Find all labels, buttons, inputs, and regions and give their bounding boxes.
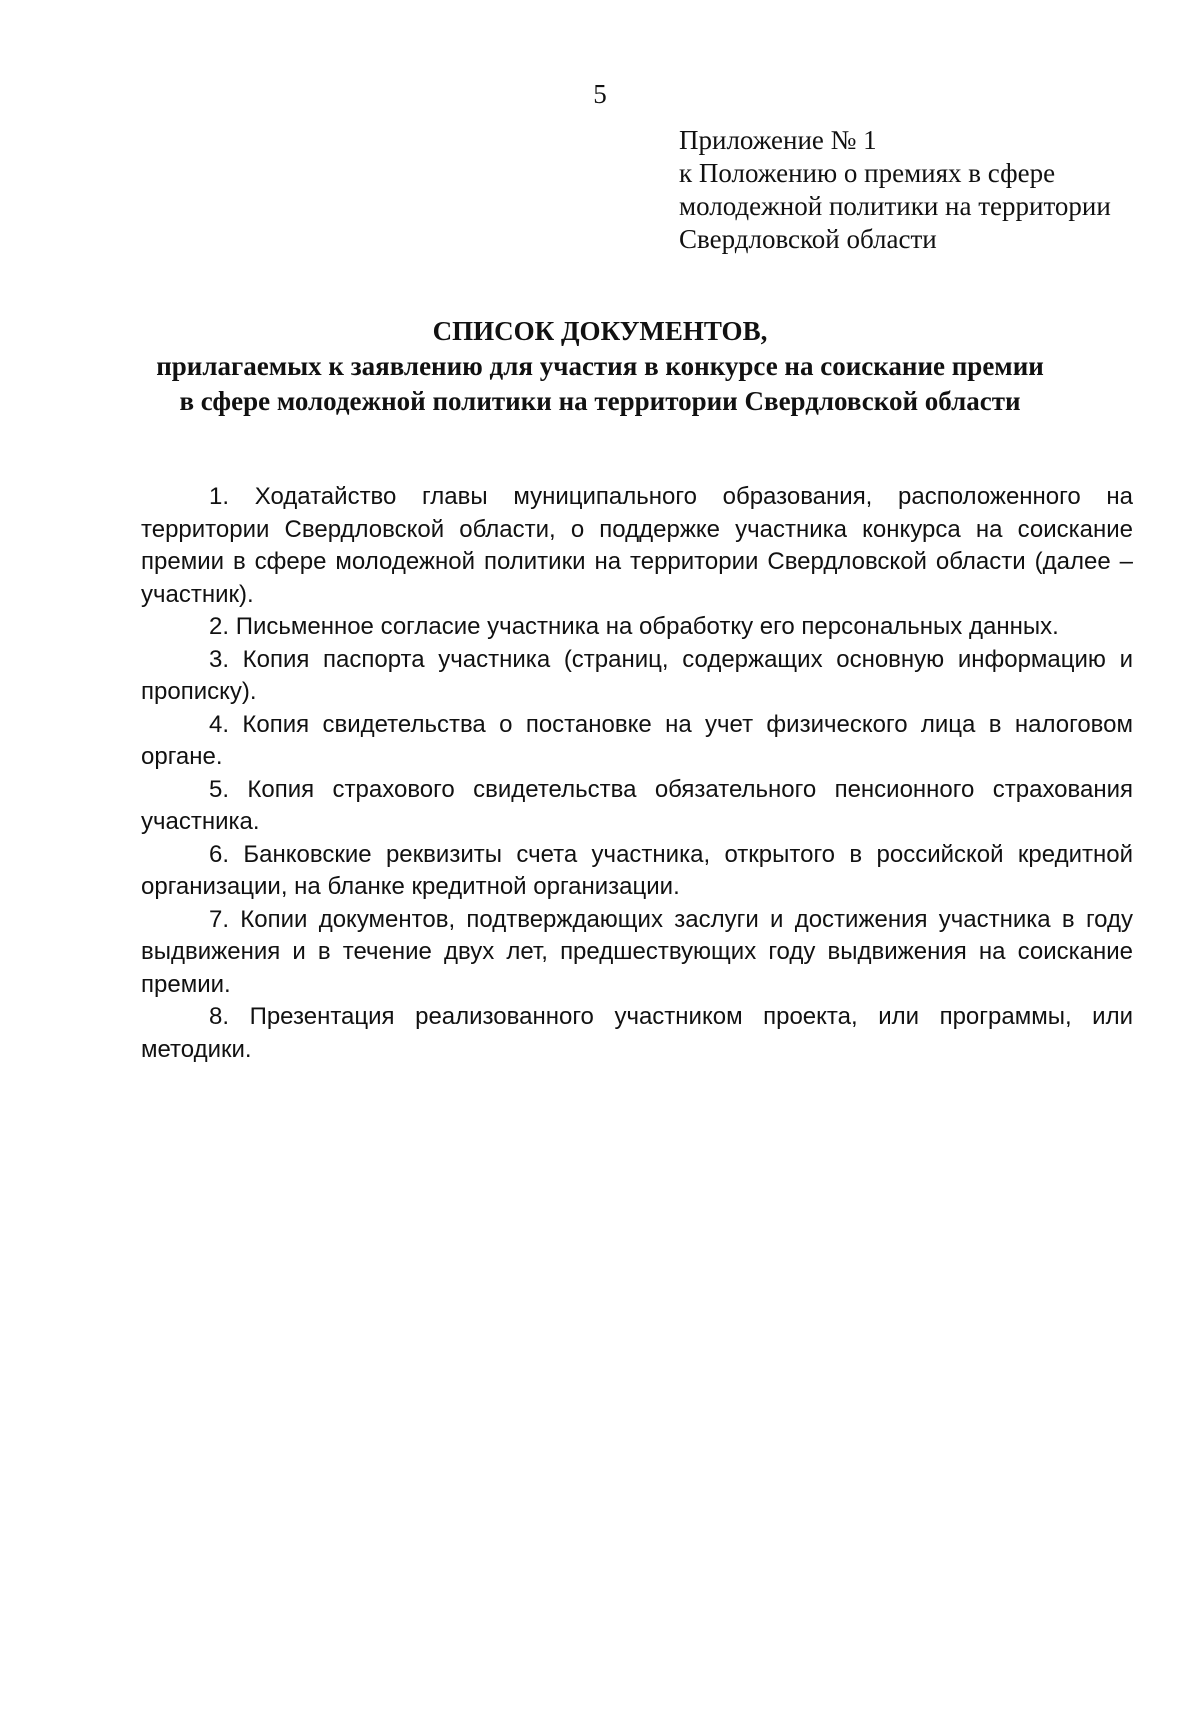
appendix-header [679,124,1159,256]
item-number: 4. [209,710,230,738]
item-text: Банковские реквизиты счета участника, открытого в российской кредитной организации, на бланке кредитной организации. [141,840,1133,900]
list-item [141,904,1133,1002]
appendix-line: Свердловской области [679,224,937,254]
item-number: 7. [209,905,230,933]
appendix-line: молодежной политики на территории [679,191,1111,221]
item-text: Письменное согласие участника на обработку его персональных данных. [235,613,1059,640]
list-item [141,709,1133,774]
title-line: СПИСОК ДОКУМЕНТОВ, [432,316,768,346]
list-item [141,774,1133,839]
document-title [0,314,1200,419]
page-number: 5 [593,79,607,109]
list-item [141,611,1133,644]
item-number: 3. [209,645,230,673]
title-line: в сфере молодежной политики на территории Свердловской области [179,386,1021,416]
item-text: Презентация реализованного участником проекта, или программы, или методики. [141,1003,1134,1063]
list-item [141,644,1133,709]
item-text: Ходатайство главы муниципального образования, расположенного на территории Свердловской области, о поддержке участника конкурса на соискание премии в сфере молодежной политики на территории Свердловской области (далее – участник). [141,483,1133,608]
list-item [141,481,1133,611]
item-text: Копия свидетельства о постановке на учет физического лица в налоговом органе. [141,710,1133,770]
list-item [141,839,1133,904]
item-text: Копии документов, подтверждающих заслуги и достижения участника в году выдвижения и в течение двух лет, предшествующих году выдвижения на соискание премии. [141,905,1133,998]
list-item [141,1001,1133,1066]
item-number: 6. [209,840,230,868]
appendix-line: к Положению о премиях в сфере [679,158,1056,188]
item-number: 2. [209,613,230,640]
item-number: 1. [209,483,230,510]
appendix-line: Приложение № 1 [679,125,877,155]
title-line: прилагаемых к заявлению для участия в конкурсе на соискание премии [156,351,1044,381]
item-number: 5. [209,775,230,803]
item-text: Копия паспорта участника (страниц, содержащих основную информацию и прописку). [141,645,1133,705]
document-list [141,481,1133,1066]
item-text: Копия страхового свидетельства обязательного пенсионного страхования участника. [141,775,1134,835]
item-number: 8. [209,1003,230,1030]
